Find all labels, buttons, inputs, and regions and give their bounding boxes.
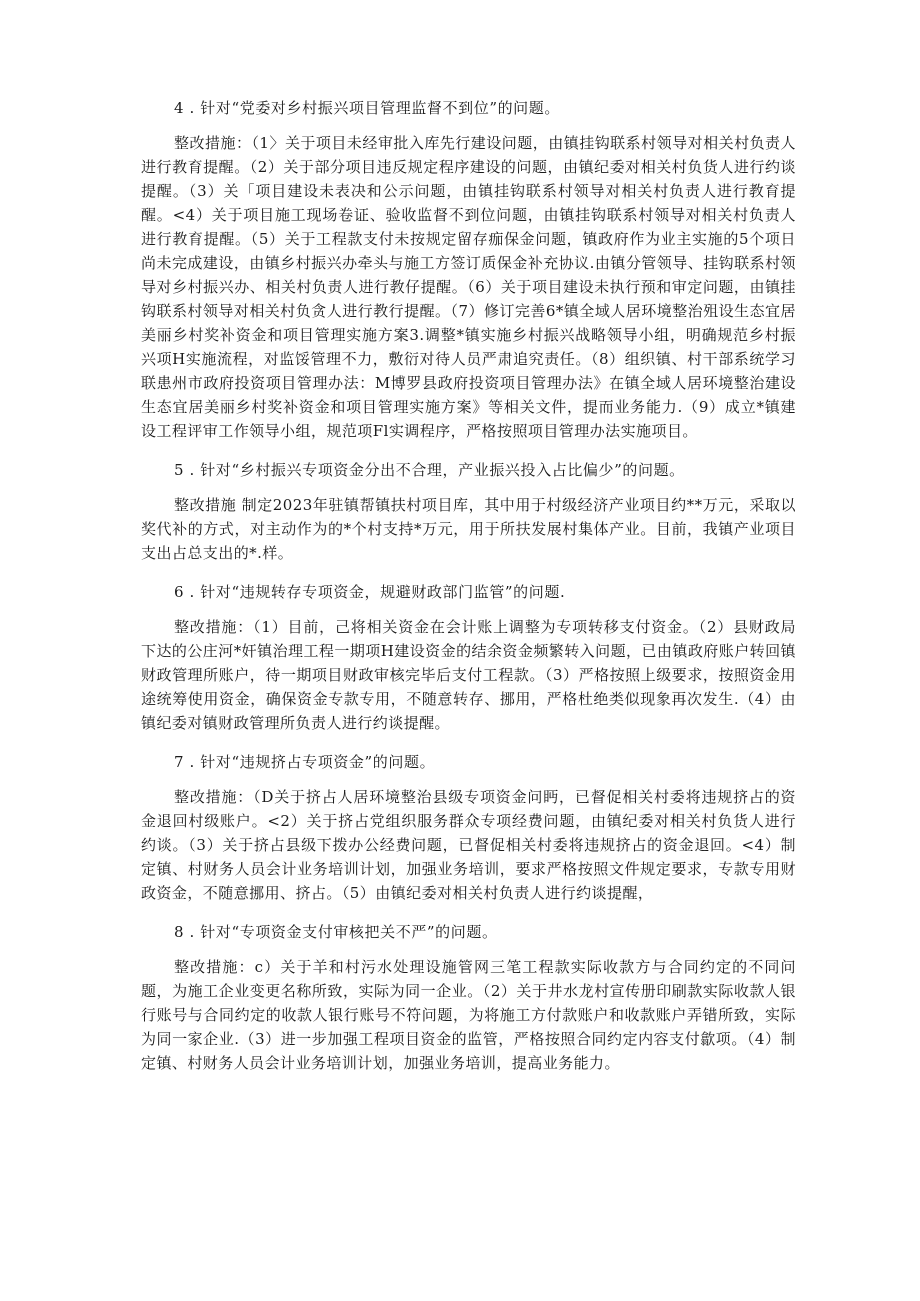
section-item-8 <box>141 920 796 1075</box>
section-heading: 8 . 针对“专项资金支付审核把关不严”的问题。 <box>174 923 498 941</box>
section-body: 整改措施 制定2023年驻镇帮镇扶村项目库，其中用于村级经济产业项目约**万元，采取以奖代补的方式，对主动作为的*个村支持*万元，用于所扶发展村集体产业。目前，我镇产业项目支出占总支出的*.样。 <box>141 496 796 562</box>
section-item-5 <box>141 458 796 565</box>
section-body: 整改措施：（1）目前，己将相关资金在会计账上调整为专项转移支付资金。（2）县财政局下达的公庄河*奸镇治理工程一期项H建设资金的结余资金频繁转入问题，已由镇政府账户转回镇财政管理所账户，待一期项目财政审核完毕后支付工程款。（3）严格按照上级要求，按照资金用途统筹使用资金，确保资金专款专用，不随意转存、挪用，严格杜绝类似现象再次发生.（4）由镇纪委对镇财政管理所负责人进行约谈提醒。 <box>141 618 796 732</box>
document-page <box>141 96 796 1090</box>
section-item-7 <box>141 750 796 905</box>
section-body: 整改措施：（1〉关于项目未经审批入库先行建设问题，由镇挂钩联系村领导对相关村负责人进行教育提醒。（2）关于部分项目违反规定程序建设的问题，由镇纪委对相关村负货人进行约谈提醒。（3）关「项目建设未表决和公示问题，由镇挂钩联系村领导对相关村负责人进行教育提醒。<4）关于项目施工现场卷证、验收监督不到位问题，由镇挂钩联系村领导对相关村负责人进行教育提醒。（5）关于工程款支付未按规定留存痂保金问题，镇政府作为业主实施的5个项日尚未完成建设，由镇乡村振兴办牵头与施工方签订质保金补充协议.由镇分管领导、挂钩联系村领导对乡村振兴办、相关村负责人进行教仔提醒。（6）关于项目建设未执行预和审定问题，由镇挂钩联系村领导对相关村负贪人进行教行提醒。（7）修订完善6*镇全域人居环境整治殂设生态宜居美丽乡村奖补资金和项目管理实施方案3.调整*镇实施乡村振兴战略领导小组，明确规范乡村振兴项H实施流程，对监馁管理不力，敷衍对待人员严肃追究责任。（8）组织镇、村干部系统学习联患州市政府投资项目管理办法：M博罗县政府投资项目管理办法》在镇全域人居环境整治建设生态宜居美丽乡村奖补资金和项目管理实施方案》等相关文件，提而业务能力.（9）成立*镇建设工程评审工作领导小组，规范项Fl实调程序，严格按照项目管理办法实施项目。 <box>141 134 796 440</box>
section-heading: 6 . 针对“违规转存专项资金，规避财政部门监管”的问题. <box>174 583 566 601</box>
section-item-6 <box>141 580 796 735</box>
section-item-4 <box>141 96 796 443</box>
section-heading: 4 . 针对“党委对乡村振兴项目管理监督不到位”的问题。 <box>174 99 560 117</box>
section-heading: 7 . 针对“违规挤占专项资金”的问题。 <box>174 753 436 771</box>
section-heading: 5 . 针对“乡村振兴专项资金分出不合理，产业振兴投入占比偏少”的问题。 <box>174 461 685 479</box>
section-body: 整改措施：（D关于挤占人居环境整治县级专项资金问眄，已督促相关村委将违规挤占的资金退回村级账户。<2）关于挤占党组织服务群众专项经费问题，由镇纪委对相关村负货人进行约谈。（3）关于挤占县级下拨办公经费问题，已督促相关村委将违规挤占的资金退回。<4）制定镇、村财务人员会计业务培训计划，加强业务培训，要求严格按照文件规定要求，专款专用财政资金，不随意挪用、挤占。（5）由镇纪委对相关村负责人进行约谈提醒， <box>141 788 796 902</box>
section-body: 整改措施：c）关于羊和村污水处理设施管网三笔工程款实际收款方与合同约定的不同问题，为施工企业变更名称所致，实际为同一企业。（2）关于井水龙村宣传册印刷款实际收款人银行账号与合同约定的收款人银行账号不符问题，为将施工方付款账户和收款账户弄错所致，实际为同一家企业.（3）进一步加强工程项目资金的监管，严格按照合同约定内容支付歙项。（4）制定镇、村财务人员会计业务培训计划，加强业务培训，提高业务能力。 <box>141 958 796 1072</box>
